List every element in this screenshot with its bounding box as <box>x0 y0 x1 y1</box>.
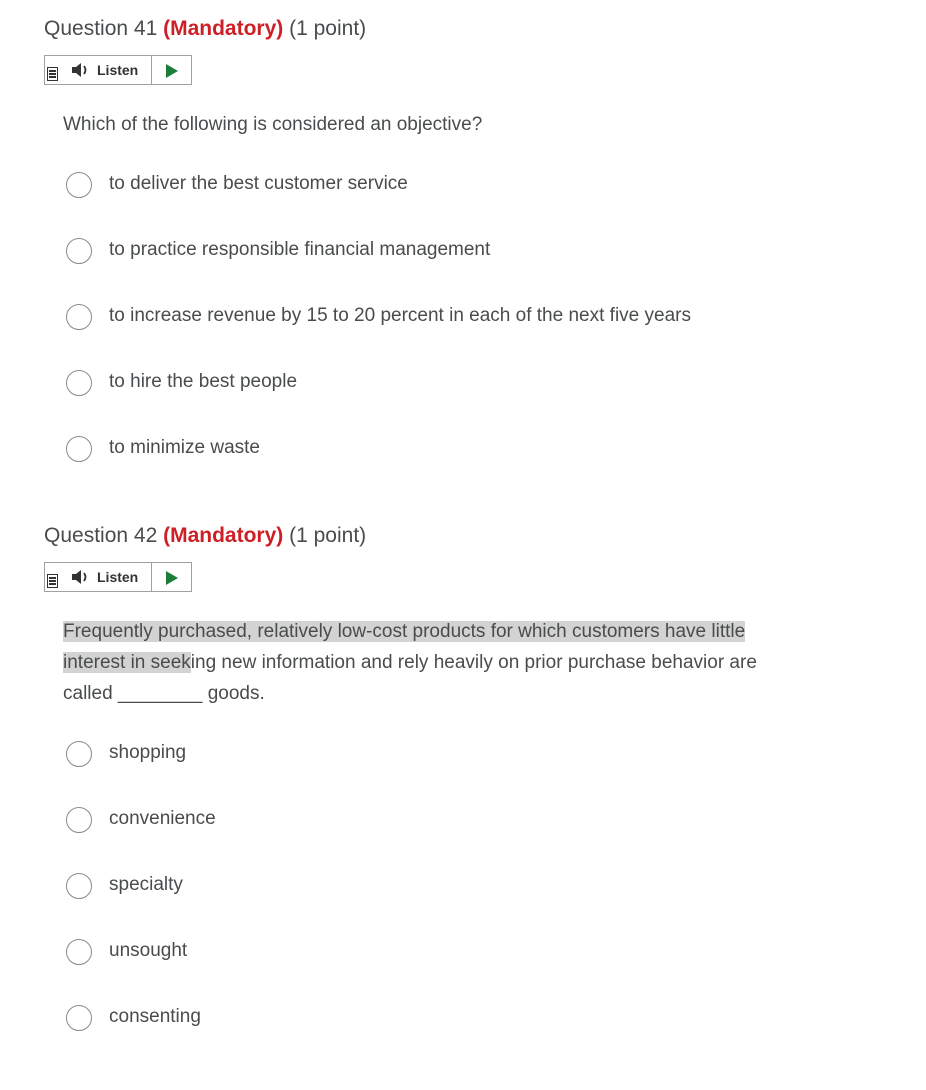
radio-button[interactable] <box>66 873 92 899</box>
answer-option[interactable] <box>66 805 826 835</box>
answer-option[interactable] <box>66 236 826 266</box>
answer-option[interactable] <box>66 302 826 332</box>
radio-button[interactable] <box>66 436 92 462</box>
option-label[interactable]: specialty <box>109 874 183 895</box>
question-42-text <box>63 616 863 709</box>
speaker-icon <box>71 62 91 78</box>
listen-button[interactable]: Listen <box>97 569 139 585</box>
mandatory-label: (Mandatory) <box>163 524 284 547</box>
radio-button[interactable] <box>66 807 92 833</box>
highlighted-text: interest in seek <box>63 652 191 673</box>
option-label[interactable]: to practice responsible financial management <box>109 239 491 260</box>
radio-button[interactable] <box>66 238 92 264</box>
points-label: (1 point) <box>289 524 367 547</box>
answer-option[interactable] <box>66 368 826 398</box>
mandatory-label: (Mandatory) <box>163 17 284 40</box>
divider <box>151 563 152 591</box>
answer-option[interactable] <box>66 434 826 464</box>
option-label[interactable]: unsought <box>109 940 188 961</box>
option-label[interactable]: to increase revenue by 15 to 20 percent in each of the next five years <box>109 305 691 326</box>
listen-widget[interactable] <box>44 55 192 85</box>
option-label[interactable]: to minimize waste <box>109 437 260 458</box>
speaker-icon <box>71 569 91 585</box>
question-41-text: Which of the following is considered an objective? <box>63 114 483 135</box>
radio-button[interactable] <box>66 741 92 767</box>
radio-button[interactable] <box>66 939 92 965</box>
radio-button[interactable] <box>66 370 92 396</box>
answer-option[interactable] <box>66 871 826 901</box>
answer-option[interactable] <box>66 739 826 769</box>
points-label: (1 point) <box>289 17 367 40</box>
question-text-segment: called ________ goods. <box>63 683 265 704</box>
answer-option[interactable] <box>66 937 826 967</box>
menu-icon[interactable] <box>47 574 58 588</box>
play-icon[interactable] <box>166 64 178 78</box>
answer-option[interactable] <box>66 170 826 200</box>
menu-icon[interactable] <box>47 67 58 81</box>
option-label[interactable]: shopping <box>109 742 187 763</box>
question-42-title <box>44 524 366 548</box>
option-label[interactable]: to deliver the best customer service <box>109 173 408 194</box>
answer-option[interactable] <box>66 1003 826 1033</box>
listen-button[interactable]: Listen <box>97 62 139 78</box>
option-label[interactable]: consenting <box>109 1006 201 1027</box>
radio-button[interactable] <box>66 172 92 198</box>
listen-widget[interactable] <box>44 562 192 592</box>
highlighted-text: Frequently purchased, relatively low-cost products for which customers have little <box>63 621 746 642</box>
divider <box>151 56 152 84</box>
question-text-segment: ing new information and rely heavily on prior purchase behavior are <box>190 652 757 673</box>
question-number: Question 42 <box>44 524 158 547</box>
option-label[interactable]: convenience <box>109 808 216 829</box>
radio-button[interactable] <box>66 1005 92 1031</box>
question-41-title <box>44 17 366 41</box>
option-label[interactable]: to hire the best people <box>109 371 298 392</box>
play-icon[interactable] <box>166 571 178 585</box>
radio-button[interactable] <box>66 304 92 330</box>
question-number: Question 41 <box>44 17 158 40</box>
